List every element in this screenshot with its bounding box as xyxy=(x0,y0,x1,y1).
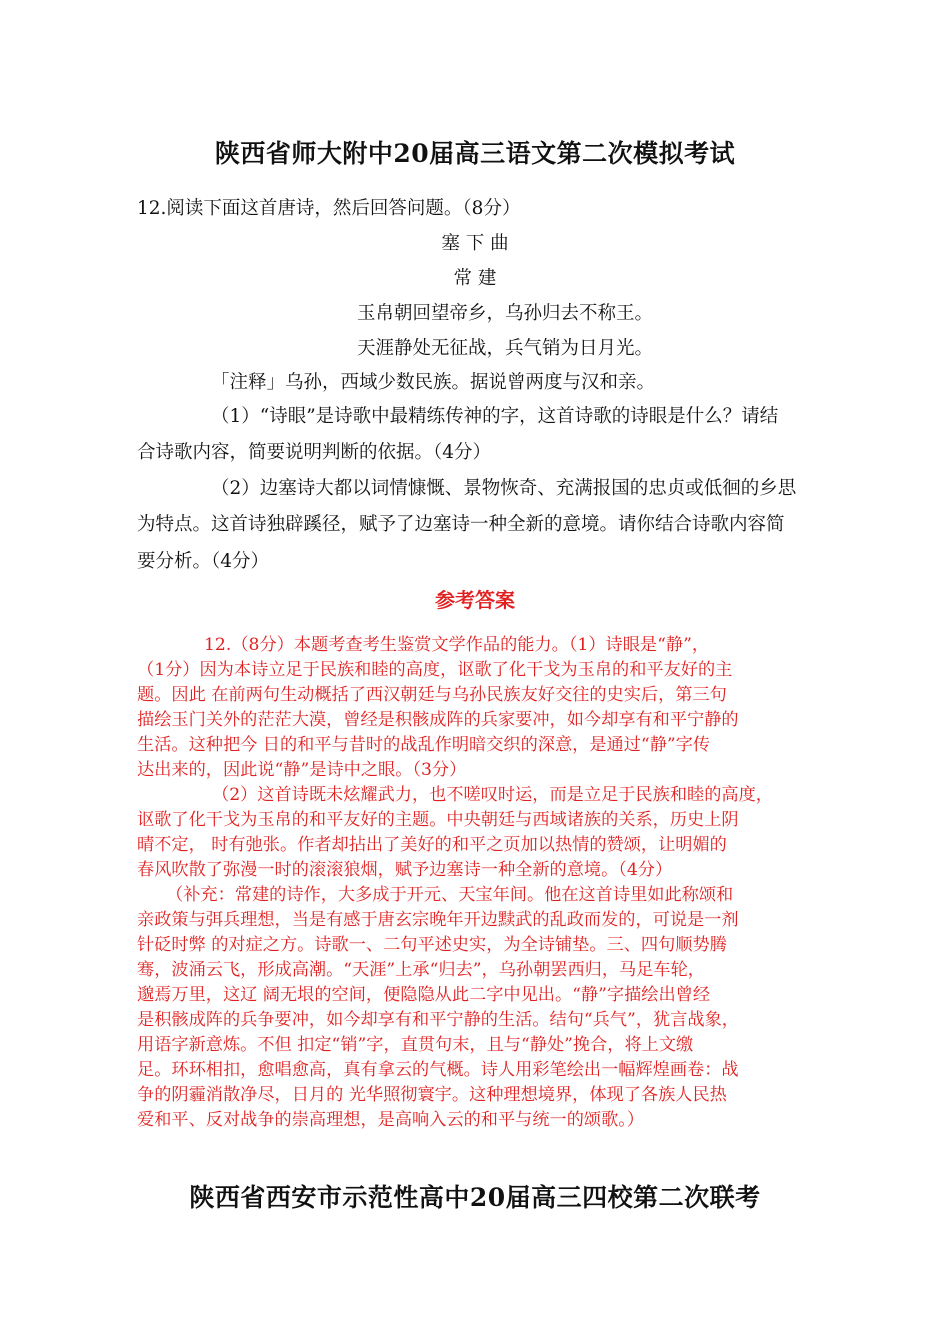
answer-line: 讴歌了化干戈为玉帛的和平友好的主题。中央朝廷与西域诸族的关系，历史上阴 xyxy=(137,810,739,830)
answer-line: 争的阴霾消散净尽，日月的 光华照彻寰宇。这种理想境界，体现了各族人民热 xyxy=(137,1085,727,1105)
answer-line: 足。环环相扣，愈唱愈高，真有拿云的气概。诗人用彩笔绘出一幅辉煌画卷：战 xyxy=(137,1060,739,1080)
question-2-text: 为特点。这首诗独辟蹊径，赋予了边塞诗一种全新的意境。请你结合诗歌内容简 xyxy=(137,514,785,535)
poem-note: 「注释」乌孙，西域少数民族。据说曾两度与汉和亲。 xyxy=(211,372,656,393)
answer-line: 描绘玉门关外的茫茫大漠，曾经是积骸成阵的兵家要冲，如今却享有和平宁静的 xyxy=(137,710,739,730)
answer-line: 爱和平、反对战争的崇高理想，是高响入云的和平与统一的颂歌。） xyxy=(137,1110,645,1130)
answer-line: 达出来的，因此说“静”是诗中之眼。（3分） xyxy=(137,760,467,780)
answer-line: 是积骸成阵的兵争要冲，如今却享有和平宁静的生活。结句“兵气”，犹言战象， xyxy=(137,1010,739,1030)
answer-line: 春风吹散了弥漫一时的滚滚狼烟，赋予边塞诗一种全新的意境。（4分） xyxy=(137,860,673,880)
answer-line: 针砭时弊 的对症之方。诗歌一、二句平述史实，为全诗铺垫。三、四句顺势腾 xyxy=(137,935,727,955)
question-1-text: （1）“诗眼”是诗歌中最精练传神的字，这首诗歌的诗眼是什么？请结 xyxy=(211,406,779,427)
answer-line: （2）这首诗既未炫耀武力，也不嗟叹时运，而是立足于民族和睦的高度， xyxy=(212,785,773,805)
answer-line: 用语字新意炼。不但 扣定“销”字，直贯句末，且与“静处”挽合，将上文缴 xyxy=(137,1035,694,1055)
poem-line: 玉帛朝回望帝乡，乌孙归去不称王。 xyxy=(357,303,654,324)
answer-line: 晴不定， 时有弛张。作者却拈出了美好的和平之页加以热情的赞颂，让明媚的 xyxy=(137,835,727,855)
question-1-text: 合诗歌内容，简要说明判断的依据。（4分） xyxy=(137,442,492,463)
answer-line: 亲政策与弭兵理想，当是有感于唐玄宗晚年开边黩武的乱政而发的，可说是一剂 xyxy=(137,910,739,930)
answer-title: 参考答案 xyxy=(435,588,515,612)
poem-title: 塞 下 曲 xyxy=(441,233,509,254)
question-2-text: 要分析。（4分） xyxy=(137,551,270,572)
answer-line: 骞，波涌云飞，形成高潮。“天涯”上承“归去”，乌孙朝罢西归，马足车轮， xyxy=(137,960,705,980)
answer-line: 生活。这种把今 日的和平与昔时的战乱作明暗交织的深意，是通过“静”字传 xyxy=(137,735,711,755)
answer-line: （补充：常建的诗作，大多成于开元、天宝年间。他在这首诗里如此称颂和 xyxy=(166,885,734,905)
page-title: 陕西省师大附中20届高三语文第二次模拟考试 xyxy=(214,139,736,168)
section-title: 陕西省西安市示范性高中20届高三四校第二次联考 xyxy=(189,1183,761,1212)
answer-line: （1分）因为本诗立足于民族和睦的高度，讴歌了化干戈为玉帛的和平友好的主 xyxy=(137,660,733,680)
question-2-text: （2）边塞诗大都以词情慷慨、景物恢奇、充满报国的忠贞或低徊的乡思 xyxy=(211,478,797,499)
poem-author: 常 建 xyxy=(453,268,497,289)
answer-line: 邈焉万里，这辽 阔无垠的空间，便隐隐从此二字中见出。“静”字描绘出曾经 xyxy=(137,985,711,1005)
question-intro: 12.阅读下面这首唐诗，然后回答问题。（8分） xyxy=(137,198,521,219)
answer-line: 题。因此 在前两句生动概括了西汉朝廷与乌孙民族友好交往的史实后，第三句 xyxy=(137,685,727,705)
answer-line: 12.（8分）本题考查考生鉴赏文学作品的能力。（1）诗眼是“静”， xyxy=(204,635,710,655)
poem-line: 天涯静处无征战，兵气销为日月光。 xyxy=(357,338,654,359)
